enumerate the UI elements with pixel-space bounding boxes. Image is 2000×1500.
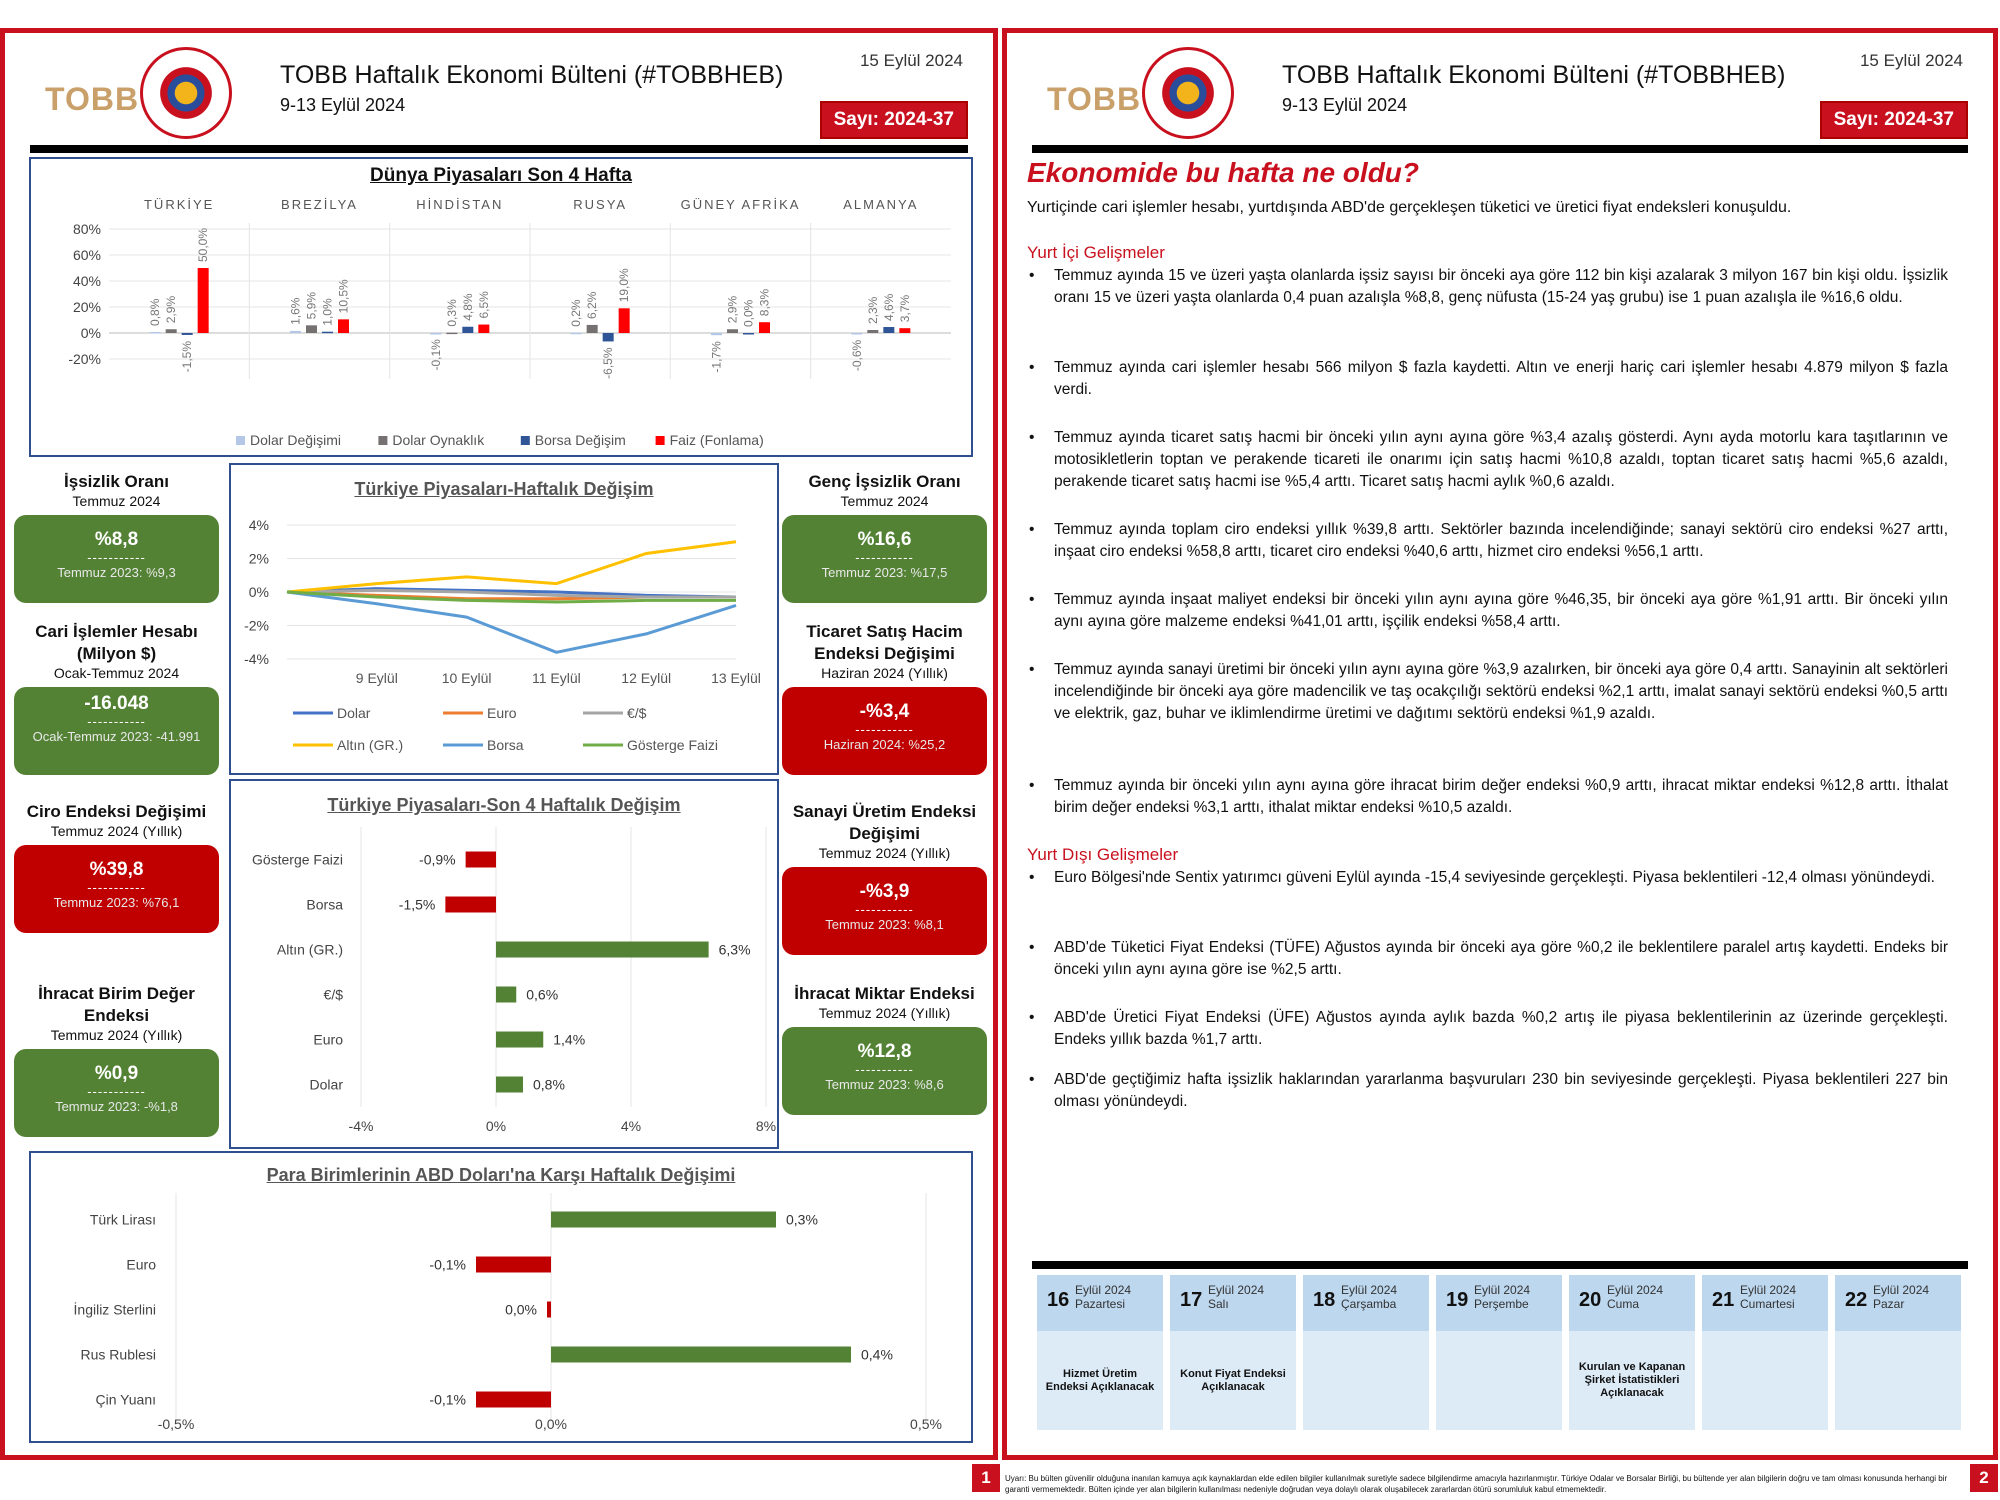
- tr-4week-chart: [231, 781, 777, 1147]
- world-markets-title: Dünya Piyasaları Son 4 Hafta: [370, 165, 632, 186]
- currencies-panel: [29, 1151, 973, 1443]
- category-label: Dolar: [309, 1076, 343, 1093]
- legend-label: Dolar Değişimi: [250, 432, 342, 448]
- kpi-label: İşsizlik Oranı: [64, 472, 169, 491]
- domestic-item: • Temmuz ayında sanayi üretimi bir önceki yılın aynı ayına göre %3,9 azalırken, bir önceki aya göre 0,4 arttı. Sanayinin alt sektörleri incelendiğinde bir önceki aya göre madencilik ve taş ocakçılığı sektörü endeksi %2,1 arttı, imalat sanayi sektörü endeksi %0,5 arttı ve elektrik, gaz, buhar ve iklimlendirme üretimi ve dağıtımı sektörü endeksi %1,9 azaldı.: [1027, 659, 1948, 725]
- x-tick-label: 0,5%: [910, 1416, 942, 1432]
- bulletin-title: TOBB Haftalık Ekonomi Bülteni (#TOBBHEB): [1282, 61, 1786, 89]
- tr-4week-title: Türkiye Piyasaları-Son 4 Haftalık Değişim: [327, 795, 681, 815]
- bar: [551, 1347, 851, 1363]
- data-label: 6,2%: [585, 291, 600, 319]
- kpi-label: Genç İşsizlik Oranı: [808, 472, 961, 491]
- calendar-day-date: [1208, 1283, 1264, 1311]
- y-tick-label: 4%: [248, 517, 269, 533]
- page-number-2: 2: [1970, 1464, 1998, 1492]
- disclaimer-text: Uyarı: Bu bülten güvenilir olduğuna inanılan kamuya açık kaynaklardan elde edilen bilgiler kullanılmak suretiyle sadece bilgilendirme amacıyla hazırlanmıştır. Türkiye Odalar ve Borsalar Birliği, bu bültende yer alan bilgilerin doğru ve tam olması konusunda herhangi bir garanti vermemektedir. Bülten içinde yer alan bilgilerin kullanılması nedeniyle doğrudan veya dolaylı olarak oluşabilecek zararlardan ötürü sorumluluk kabul etmemektedir.: [1005, 1474, 1948, 1494]
- calendar-month: Eylül 2024: [1740, 1283, 1797, 1297]
- tobb-seal-icon: [140, 47, 232, 139]
- y-tick-label: -4%: [244, 651, 269, 667]
- bar: [445, 897, 496, 913]
- bar: [743, 333, 754, 335]
- country-label: ALMANYA: [843, 197, 919, 212]
- bar: [338, 319, 349, 333]
- kpi-separator: -----------: [87, 714, 146, 729]
- kpi-label: İhracat Miktar Endeksi: [794, 984, 975, 1003]
- data-label: 0,3%: [444, 299, 459, 327]
- x-tick-label: -4%: [348, 1118, 374, 1134]
- calendar-event: Konut Fiyat Endeksi Açıklanacak: [1170, 1331, 1296, 1430]
- calendar-day-header: [1835, 1275, 1961, 1331]
- calendar-day-date: [1607, 1283, 1663, 1311]
- tr-weekly-title: Türkiye Piyasaları-Haftalık Değişim: [354, 479, 654, 499]
- foreign-item: • ABD'de Üretici Fiyat Endeksi (ÜFE) Ağustos ayında aylık bazda %0,2 artış ile piyasa beklentilerinin az üzerinde gerçekleşti. Endeks yıllık bazda %1,7 arttı.: [1027, 1007, 1948, 1051]
- tr-weekly-panel: [229, 463, 779, 775]
- kpi-industrial-production: [782, 801, 987, 955]
- kpi-label: Sanayi Üretim Endeksi Değişimi: [792, 802, 977, 843]
- calendar-day-header: [1170, 1275, 1296, 1331]
- kpi-box: [782, 867, 987, 955]
- domestic-item: • Temmuz ayında bir önceki yılın aynı ayına göre ihracat birim değer endeksi %0,9 arttı, ihracat miktar endeksi %12,8 arttı. İthalat birim değer endeksi %3,1 arttı, ithalat miktar endeksi %10,5 azaldı.: [1027, 775, 1948, 819]
- tr-4week-panel: [229, 779, 779, 1149]
- bar: [306, 325, 317, 333]
- data-label: -1,5%: [180, 340, 195, 373]
- data-label: 8,3%: [757, 288, 772, 317]
- bar: [587, 325, 598, 333]
- legend-label: Borsa: [487, 737, 524, 753]
- calendar-day-number: 22: [1845, 1289, 1868, 1311]
- y-tick-label: 0%: [248, 584, 269, 600]
- kpi-separator: -----------: [855, 722, 914, 737]
- data-label: 0,4%: [861, 1346, 893, 1363]
- calendar-day-number: 18: [1313, 1289, 1336, 1311]
- calendar-day: [1569, 1275, 1695, 1430]
- kpi-period: Haziran 2024 (Yıllık): [821, 665, 948, 681]
- bar: [322, 332, 333, 334]
- kpi-value: %16,6: [857, 529, 912, 550]
- bar: [182, 333, 193, 335]
- calendar-day-number: 21: [1712, 1289, 1735, 1311]
- domestic-item: • Temmuz ayında ticaret satış hacmi bir önceki yılın aynı ayına göre %3,4 azalış gösterdi. Aynı ayda motorlu kara taşıtlarının ve motosikletlerin toptan ve perakende ticareti ile onarımı için satış hacmi %10,8 azaldı, toptan ticaret satış hacmi %5,6 azaldı, perakende ticaret satış hacmi ise %5,4 arttı. Ticaret satış hacmi aylık %0,6 azaldı.: [1027, 427, 1948, 493]
- domestic-item: • Temmuz ayında inşaat maliyet endeksi bir önceki yılın aynı ayına göre %46,35, bir önceki aya göre %1,91 arttı. Bir önceki yılın aynı ayına göre malzeme endeksi %41,01 arttı, işçilik endeksi %58,4 arttı.: [1027, 589, 1948, 633]
- foreign-item: • ABD'de geçtiğimiz hafta işsizlik haklarından yararlanma başvuruları 230 bin seviyesinde gerçekleşti. Piyasa beklentileri 227 bin olması yönündeydi.: [1027, 1069, 1948, 1113]
- foreign-item: • Euro Bölgesi'nde Sentix yatırımcı güveni Eylül ayında -15,4 seviyesinde gerçekleşti. Piyasa beklentileri -12,4 olması yönündeydi.: [1027, 867, 1948, 889]
- kpi-previous: Ocak-Temmuz 2023: -41.991: [32, 729, 201, 744]
- data-label: 0,6%: [526, 986, 559, 1003]
- category-label: Gösterge Faizi: [251, 851, 343, 868]
- legend-label: Dolar Oynaklık: [392, 432, 485, 448]
- y-tick-label: 20%: [72, 299, 101, 315]
- x-tick-label: 0%: [485, 1118, 507, 1134]
- x-tick-label: 11 Eylül: [532, 670, 581, 686]
- data-label: 2,3%: [865, 296, 880, 325]
- domestic-item: • Temmuz ayında cari işlemler hesabı 566 milyon $ fazla kaydetti. Altın ve enerji hariç cari işlemler hesabı 4.879 milyon $ fazla verdi.: [1027, 357, 1948, 401]
- data-label: 2,9%: [725, 295, 740, 324]
- country-label: TÜRKİYE: [143, 197, 215, 212]
- bar: [883, 327, 894, 333]
- calendar-day-header: [1037, 1275, 1163, 1331]
- page-number-1: 1: [972, 1464, 1000, 1492]
- y-tick-label: 80%: [72, 221, 101, 237]
- bar: [851, 333, 862, 335]
- bar: [759, 322, 770, 333]
- y-tick-label: 0%: [80, 325, 101, 341]
- category-label: Altın (GR.): [276, 941, 343, 958]
- kpi-period: Temmuz 2024 (Yıllık): [818, 845, 951, 861]
- bar: [496, 1077, 523, 1093]
- x-tick-label: 4%: [620, 1118, 642, 1134]
- calendar-event: [1436, 1331, 1562, 1430]
- x-tick-label: 10 Eylül: [441, 670, 492, 686]
- country-label: RUSYA: [573, 197, 628, 212]
- kpi-box: [782, 1027, 987, 1115]
- calendar-divider: [1032, 1261, 1968, 1269]
- bulletin-week: 9-13 Eylül 2024: [1282, 95, 1408, 115]
- logo-text: TOBB: [45, 81, 140, 117]
- legend-swatch: [656, 436, 665, 445]
- bar: [899, 328, 910, 333]
- calendar-month: Eylül 2024: [1873, 1283, 1930, 1297]
- calendar-day-date: [1341, 1283, 1397, 1311]
- bar: [571, 333, 582, 335]
- data-label: -0,1%: [429, 1256, 466, 1273]
- country-label: BREZİLYA: [281, 197, 358, 212]
- bar: [466, 852, 496, 868]
- calendar-weekday: Salı: [1208, 1297, 1229, 1311]
- page-header: [5, 33, 993, 153]
- kpi-value: -%3,9: [859, 881, 910, 902]
- kpi-period: Temmuz 2024: [840, 493, 929, 509]
- kpi-value: %39,8: [89, 859, 144, 880]
- kpi-export-unit-value: [14, 983, 219, 1137]
- data-label: -0,1%: [428, 339, 443, 371]
- calendar-weekday: Çarşamba: [1341, 1297, 1397, 1311]
- x-tick-label: 0,0%: [535, 1416, 567, 1432]
- kpi-period: Temmuz 2024: [72, 493, 161, 509]
- x-tick-label: 13 Eylül: [711, 670, 761, 686]
- bar: [727, 329, 738, 333]
- y-tick-label: 60%: [72, 247, 101, 263]
- bar: [711, 333, 722, 335]
- bar: [547, 1302, 551, 1318]
- data-label: 10,5%: [336, 279, 351, 314]
- kpi-box: [14, 1049, 219, 1137]
- calendar-day: [1702, 1275, 1828, 1430]
- issue-badge: Sayı: 2024-37: [820, 101, 968, 139]
- kpi-separator: -----------: [855, 1062, 914, 1077]
- calendar-day-header: [1569, 1275, 1695, 1331]
- legend-label: Borsa Değişim: [534, 432, 626, 448]
- x-tick-label: 8%: [755, 1118, 777, 1134]
- bar: [619, 308, 630, 333]
- kpi-value: -16.048: [84, 693, 149, 714]
- bar: [496, 1032, 543, 1048]
- bar: [198, 268, 209, 333]
- bar: [603, 333, 614, 341]
- kpi-box: [14, 687, 219, 775]
- calendar-event: Kurulan ve Kapanan Şirket İstatistikleri Açıklanacak: [1569, 1331, 1695, 1430]
- bulletin-page-1: [0, 28, 998, 1460]
- x-tick-label: 9 Eylül: [355, 670, 398, 686]
- data-label: 6,3%: [718, 941, 751, 958]
- calendar-day-number: 16: [1047, 1289, 1070, 1311]
- series-line: [287, 542, 736, 592]
- data-label: 4,6%: [881, 293, 896, 322]
- kpi-previous: Temmuz 2023: %8,6: [825, 1077, 944, 1092]
- data-label: 19,0%: [617, 268, 632, 303]
- calendar-month: Eylül 2024: [1208, 1283, 1265, 1297]
- calendar-day: [1303, 1275, 1429, 1430]
- legend-label: Gösterge Faizi: [627, 737, 719, 753]
- calendar-day-number: 17: [1180, 1289, 1203, 1311]
- tr-weekly-chart: [231, 465, 777, 773]
- data-label: 0,8%: [533, 1076, 565, 1093]
- data-label: 5,9%: [304, 291, 319, 320]
- category-label: Euro: [126, 1256, 156, 1273]
- category-label: Rus Rublesi: [80, 1346, 156, 1363]
- currencies-title: Para Birimlerinin ABD Doları'na Karşı Haftalık Değişimi: [266, 1165, 736, 1185]
- world-markets-chart: [31, 159, 971, 455]
- calendar-day: [1037, 1275, 1163, 1430]
- y-tick-label: -2%: [244, 617, 269, 634]
- world-markets-panel: [29, 157, 973, 457]
- category-label: İngiliz Sterlini: [73, 1301, 156, 1318]
- calendar-event: [1835, 1331, 1961, 1430]
- calendar-day: [1436, 1275, 1562, 1430]
- data-label: 3,7%: [897, 294, 912, 323]
- calendar-day-number: 19: [1446, 1289, 1469, 1311]
- kpi-separator: -----------: [87, 1084, 146, 1099]
- tobb-seal-icon: [1142, 47, 1234, 139]
- bar: [150, 332, 161, 334]
- calendar-day-date: [1075, 1283, 1131, 1311]
- header-divider: [1032, 145, 1968, 153]
- data-label: 6,5%: [476, 291, 491, 319]
- data-label: -0,1%: [429, 1391, 466, 1408]
- kpi-previous: Temmuz 2023: %76,1: [53, 895, 180, 910]
- kpi-separator: -----------: [855, 902, 914, 917]
- calendar-weekday: Pazar: [1873, 1297, 1905, 1311]
- data-label: -1,5%: [398, 896, 436, 913]
- calendar-day-header: [1702, 1275, 1828, 1331]
- data-label: 1,6%: [288, 297, 303, 325]
- calendar-weekday: Cumartesi: [1740, 1297, 1795, 1311]
- category-label: Borsa: [306, 896, 343, 913]
- bulletin-page-2: [1002, 28, 1998, 1460]
- y-tick-label: 2%: [248, 550, 269, 567]
- logo-text: TOBB: [1047, 81, 1142, 117]
- bar: [166, 329, 177, 333]
- kpi-label: Cari İşlemler Hesabı (Milyon $): [35, 622, 198, 663]
- data-label: 1,4%: [553, 1031, 586, 1048]
- data-label: 0,3%: [786, 1211, 818, 1228]
- data-label: 2,9%: [164, 295, 179, 324]
- x-tick-label: -0,5%: [157, 1416, 195, 1432]
- domestic-item: • Temmuz ayında 15 ve üzeri yaşta olanlarda işsiz sayısı bir önceki aya göre 112 bin kişi azalarak 3 milyon 167 bin kişi oldu. İşsizlik oranı 15 ve üzeri yaşta olanlarda 0,4 puan azalışla %8,8, genç nüfusta (15-24 yaş grubu) ise 1 puan azalışla ile %16,6 oldu.: [1027, 265, 1948, 309]
- kpi-label: İhracat Birim Değer Endeksi: [38, 984, 195, 1025]
- data-label: -0,9%: [419, 851, 456, 868]
- kpi-youth-unemployment: [782, 471, 987, 603]
- page-header: [1007, 33, 1993, 153]
- calendar-day-date: [1740, 1283, 1796, 1311]
- calendar-month: Eylül 2024: [1075, 1283, 1132, 1297]
- kpi-unemployment: [14, 471, 219, 603]
- data-label: 0,0%: [741, 299, 756, 327]
- bar: [290, 331, 301, 333]
- bulletin-title: TOBB Haftalık Ekonomi Bülteni (#TOBBHEB): [280, 61, 784, 89]
- data-label: -1,7%: [709, 341, 724, 373]
- kpi-trade-sales: [782, 621, 987, 775]
- bar: [478, 325, 489, 333]
- kpi-previous: Temmuz 2023: %9,3: [57, 565, 176, 580]
- kpi-box: [14, 515, 219, 603]
- kpi-label: Ciro Endeksi Değişimi: [26, 802, 207, 821]
- kpi-previous: Temmuz 2023: -%1,8: [55, 1099, 178, 1114]
- data-label: 0,2%: [569, 299, 584, 327]
- calendar-event: [1303, 1331, 1429, 1430]
- calendar-day: [1170, 1275, 1296, 1430]
- bar: [496, 987, 516, 1003]
- bar: [430, 333, 441, 335]
- kpi-previous: Temmuz 2023: %17,5: [821, 565, 948, 580]
- kpi-value: -%3,4: [859, 701, 910, 722]
- bar: [446, 333, 457, 335]
- x-tick-label: 12 Eylül: [621, 670, 672, 686]
- category-label: €/$: [323, 986, 343, 1003]
- domestic-item: • Temmuz ayında toplam ciro endeksi yıllık %39,8 arttı. Sektörler bazında incelendiğinde; sanayi sektörü ciro endeksi %27 arttı, inşaat ciro endeksi %58,8 arttı, ticaret ciro endeksi %40,6 arttı, hizmet ciro endeksi %56,1 arttı.: [1027, 519, 1948, 563]
- kpi-current-account: [14, 621, 219, 775]
- kpi-period: Ocak-Temmuz 2024: [53, 665, 180, 681]
- data-label: -0,6%: [849, 339, 864, 372]
- bar: [462, 327, 473, 333]
- bar: [551, 1212, 776, 1228]
- data-label: 50,0%: [196, 227, 211, 262]
- legend-label: Dolar: [337, 705, 371, 721]
- kpi-separator: -----------: [855, 550, 914, 565]
- publish-date: 15 Eylül 2024: [1859, 51, 1963, 70]
- bar: [867, 330, 878, 333]
- domestic-title: Yurt İçi Gelişmeler: [1027, 243, 1165, 262]
- y-tick-label: -20%: [68, 351, 101, 367]
- calendar-month: Eylül 2024: [1341, 1283, 1398, 1297]
- page2-heading: Ekonomide bu hafta ne oldu?: [1027, 157, 1419, 188]
- kpi-value: %8,8: [94, 529, 139, 550]
- calendar-month: Eylül 2024: [1474, 1283, 1531, 1297]
- country-label: GÜNEY AFRİKA: [680, 197, 801, 212]
- legend-label: Altın (GR.): [337, 737, 404, 753]
- calendar-day-date: [1873, 1283, 1929, 1311]
- header-divider: [30, 145, 968, 153]
- kpi-previous: Temmuz 2023: %8,1: [825, 917, 944, 932]
- calendar-month: Eylül 2024: [1607, 1283, 1664, 1297]
- kpi-export-volume: [782, 983, 987, 1115]
- calendar-weekday: Cuma: [1607, 1297, 1640, 1311]
- calendar-day-number: 20: [1579, 1289, 1602, 1311]
- calendar-weekday: Pazartesi: [1075, 1297, 1126, 1311]
- data-label: 0,0%: [505, 1301, 537, 1318]
- y-tick-label: 40%: [72, 273, 101, 289]
- bar: [476, 1257, 551, 1273]
- category-label: Türk Lirası: [89, 1211, 156, 1228]
- kpi-period: Temmuz 2024 (Yıllık): [50, 823, 183, 839]
- category-label: Çin Yuanı: [95, 1391, 156, 1408]
- bar: [496, 942, 709, 958]
- country-label: HİNDİSTAN: [416, 197, 504, 212]
- data-label: -6,5%: [601, 347, 616, 379]
- kpi-label: Ticaret Satış Hacim Endeksi Değişimi: [806, 622, 963, 663]
- calendar-day: [1835, 1275, 1961, 1430]
- foreign-title: Yurt Dışı Gelişmeler: [1027, 845, 1179, 864]
- legend-swatch: [521, 436, 530, 445]
- kpi-box: [14, 845, 219, 933]
- data-label: 4,8%: [460, 293, 475, 321]
- kpi-box: [782, 687, 987, 775]
- legend-swatch: [236, 436, 245, 445]
- calendar-weekday: Perşembe: [1474, 1297, 1529, 1311]
- calendar-event: Hizmet Üretim Endeksi Açıklanacak: [1037, 1331, 1163, 1430]
- kpi-box: [782, 515, 987, 603]
- kpi-value: %0,9: [94, 1063, 139, 1084]
- calendar-day-date: [1474, 1283, 1530, 1311]
- bar: [476, 1392, 551, 1408]
- page2-lead: Yurtiçinde cari işlemler hesabı, yurtdışında ABD'de gerçekleşen tüketici ve üretici fiyat endeksleri konuşuldu.: [1027, 199, 1792, 216]
- publish-date: 15 Eylül 2024: [859, 51, 963, 70]
- kpi-separator: -----------: [87, 880, 146, 895]
- tobb-logo: [45, 47, 235, 147]
- legend-label: Faiz (Fonlama): [669, 432, 764, 448]
- data-label: 1,0%: [320, 298, 335, 326]
- data-label: 0,8%: [148, 298, 163, 326]
- calendar-day-header: [1436, 1275, 1562, 1331]
- bulletin-week: 9-13 Eylül 2024: [280, 95, 406, 115]
- calendar-day-header: [1303, 1275, 1429, 1331]
- issue-badge: Sayı: 2024-37: [1820, 101, 1968, 139]
- foreign-item: • ABD'de Tüketici Fiyat Endeksi (TÜFE) Ağustos ayında bir önceki aya göre %0,2 ile beklentilere paralel artış kaydetti. Endeks bir önceki yılın aynı ayına göre ise %2,5 arttı.: [1027, 937, 1948, 981]
- currencies-chart: [31, 1153, 971, 1441]
- kpi-previous: Haziran 2024: %25,2: [823, 737, 946, 752]
- kpi-period: Temmuz 2024 (Yıllık): [818, 1005, 951, 1021]
- category-label: Euro: [313, 1031, 343, 1048]
- legend-label: €/$: [627, 705, 647, 721]
- legend-label: Euro: [487, 705, 517, 721]
- kpi-turnover: [14, 801, 219, 933]
- legend-swatch: [378, 436, 387, 445]
- kpi-period: Temmuz 2024 (Yıllık): [50, 1027, 183, 1043]
- kpi-value: %12,8: [857, 1041, 912, 1062]
- kpi-separator: -----------: [87, 550, 146, 565]
- calendar-event: [1702, 1331, 1828, 1430]
- tobb-logo: [1047, 47, 1237, 147]
